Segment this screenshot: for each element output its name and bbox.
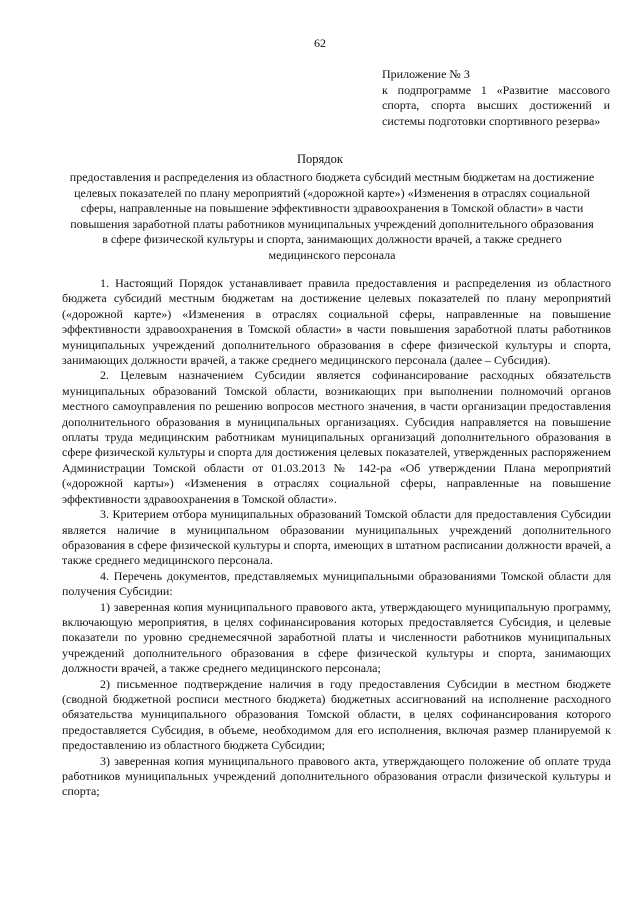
paragraph-4: 4. Перечень документов, представляемых муниципальными образованиями Томской области для получения Субсидии: (62, 568, 611, 599)
paragraph-1: 1. Настоящий Порядок устанавливает правила предоставления и распределения из областного бюджета субсидий местным бюджетам на достижение целевых показателей по плану мероприятий («дорожной карте») «Изменения в отраслях социальной сферы, направленные на повышение эффективности здравоохранения в Томской области» в части повышения заработной платы работников муниципальных учреждений дополнительного образования в сфере физической культуры и спорта, занимающих должности врачей, а также среднего медицинского персонала (далее – Субсидия). (62, 276, 611, 368)
appendix-title: Приложение № 3 (382, 67, 470, 81)
document-title: Порядок (297, 152, 343, 166)
paragraph-4-item-2: 2) письменное подтверждение наличия в году предоставления Субсидии в местном бюджете (сводной бюджетной росписи местного бюджета) бюджетных ассигнований на исполнение расходного обязательства муниципального образования Томской области, в целях софинансирования которого предоставляется Субсидия, в объеме, необходимом для его исполнения, включая размер планируемой к предоставлению из областного бюджета Субсидии; (62, 676, 611, 753)
paragraph-3: 3. Критерием отбора муниципальных образований Томской области для предоставления Субсидии является наличие в муниципальном образовании муниципальных учреждений дополнительного образования в сфере физической культуры и спорта, имеющих в штатном расписании должности врачей, а также среднего медицинского персонала. (62, 507, 611, 568)
appendix-header (382, 67, 610, 129)
paragraph-2: 2. Целевым назначением Субсидии является софинансирование расходных обязательств муниципальных образований Томской области, возникающих при выполнении полномочий органов местного самоуправления по решению вопросов местного значения, в части организации предоставления дополнительного образования в муниципальных организациях. Субсидия направляется на повышение оплаты труда медицинским работникам муниципальных организаций дополнительного образования в сфере физической культуры и спорта для достижения целевых показателей, утвержденных распоряжением Администрации Томской области от 01.03.2013 № 142-ра «Об утверждении Плана мероприятий («дорожной карты») «Изменения в отраслях социальной сферы, направленные на повышение эффективности здравоохранения в Томской области». (62, 368, 611, 506)
document-subtitle: предоставления и распределения из областного бюджета субсидий местным бюджетам на достижение целевых показателей по плану мероприятий («дорожной карте») «Изменения в отраслях социальной сферы, направленные на повышение эффективности здравоохранения в Томской области» в части повышения заработной платы работников муниципальных учреждений дополнительного образования в сфере физической культуры и спорта, занимающих должности врачей, а также среднего медицинского персонала (69, 170, 595, 262)
page-number: 62 (314, 36, 326, 50)
paragraph-4-item-1: 1) заверенная копия муниципального правового акта, утверждающего муниципальную программу, включающую мероприятия, в целях софинансирования которых предоставляется Субсидия, и целевые показатели по уровню среднемесячной заработной платы и численности работников муниципальных учреждений дополнительного образования в сфере физической культуры и спорта, занимающих должности врачей, а также среднего медицинского персонала; (62, 599, 611, 676)
paragraph-4-item-3: 3) заверенная копия муниципального правового акта, утверждающего положение об оплате труда работников муниципальных учреждений дополнительного образования отрасли физической культуры и спорта; (62, 753, 611, 799)
document-body (62, 276, 611, 800)
appendix-subtitle: к подпрограмме 1 «Развитие массового спорта, спорта высших достижений и системы подготовки спортивного резерва» (382, 82, 610, 128)
